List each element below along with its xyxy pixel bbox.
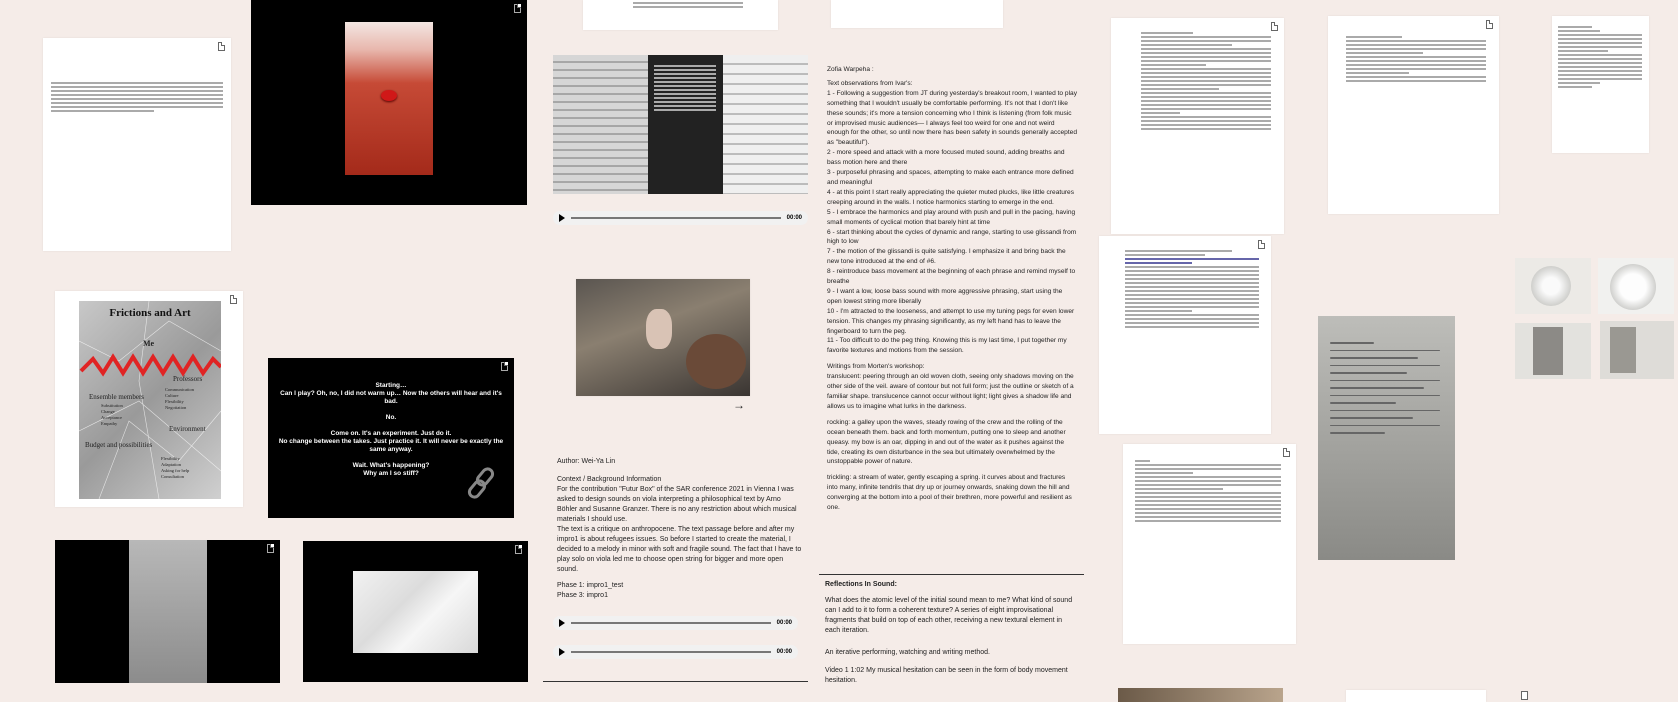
audio-progress-bar[interactable] <box>571 651 771 653</box>
zofia-text-block <box>827 65 1077 513</box>
starting-text-card[interactable] <box>268 358 514 518</box>
bottom-partial-card[interactable] <box>1346 690 1486 702</box>
observation-10: 10 - I'm attracted to the looseness, and attempt to use my tuning pegs for even lower tension. This changes my phrasing significantly, as my left hand has to leave the fingerboard to turn the peg. <box>827 307 1075 335</box>
observation-6: 6 - start thinking about the cycles of dynamic and range, starting to use glissandi from high to low <box>827 228 1077 246</box>
document-icon <box>218 42 225 51</box>
video-frame-grey <box>129 540 207 683</box>
paper-image-card[interactable] <box>303 541 528 682</box>
document-icon <box>515 545 522 554</box>
reflections-paragraph-2: An iterative performing, watching and writing method. <box>825 649 990 656</box>
plate-thumbnail-1[interactable] <box>1515 258 1591 314</box>
observation-1: 1 - Following a suggestion from JT during yesterday's breakout room, I wanted to play something that I wouldn't usually be comfortable performing. It's not that I don't like these sounds; it's more a tension concerning who I think is listening (from folk music or improvised music audiences— I always feel too weird for one and not weird enough for the other, so until now there has been safety in sounds generally accepted as "beautiful"). <box>827 89 1077 147</box>
document-icon <box>501 362 508 371</box>
phase-1-label: Phase 1: impro1_test <box>557 582 624 589</box>
ensemble-list: Substitution Change Acceptance Empathy <box>101 403 123 426</box>
document-icon <box>1258 240 1265 249</box>
document-icon <box>1283 448 1290 457</box>
budget-label: Budget and possibilities <box>85 441 153 449</box>
hair-shape <box>686 334 746 389</box>
audio-player-3[interactable] <box>553 645 798 659</box>
morten-title: Writings from Morten's workshop: <box>827 363 925 371</box>
top-partial-card-1[interactable] <box>583 0 778 30</box>
observation-2: 2 - more speed and attack with a more focused muted sound, adding breaths and bass motion here and there <box>827 149 1065 167</box>
audio-progress-bar[interactable] <box>571 217 781 219</box>
document-card-c[interactable] <box>1123 444 1296 644</box>
observations-title: Text observations from Ivar's: <box>827 79 913 87</box>
black-white-video-card[interactable] <box>55 540 280 683</box>
document-icon <box>514 4 521 13</box>
play-icon[interactable] <box>559 214 565 222</box>
rocking-text: rocking: a galley upon the waves, steady rowing of the crew and the rolling of the ocean beneath them. back and forth momentum, putting one to sleep and another queasy. my bow is an oar, dipping in and out of the water as it pushes against the tide, creating its own disturbance in the sea but ultimately overwhelmed by the unstoppable power of nature. <box>827 418 1066 466</box>
reflections-title: Reflections In Sound: <box>825 581 897 588</box>
photo-thumbnail-4[interactable] <box>1600 321 1674 379</box>
audio-time: 00:00 <box>776 620 792 626</box>
document-icon <box>230 295 237 304</box>
starting-quote: Starting… Can I play? Oh, no, I did not warm up… Now the others will hear and it's bad. No. Come on. It's an experiment. Just do it. No change between the takes. Just practice it. It will never be exactly the same anyway. Wait. What's happening? Why am I so stiff? <box>278 382 504 477</box>
wei-text-block <box>557 457 802 601</box>
context-paragraph-2: The text is a critique on anthropocene. The text passage before and after my impro1 is about refugees issues. So before I started to create the material, I decided to a melody in minor with soft and fragile sound. The fact that I have to play solo on viola led me to choose open string for bigger and more open sound. <box>557 526 802 573</box>
audio-time: 00:00 <box>776 649 792 655</box>
red-drop <box>381 90 397 101</box>
play-icon[interactable] <box>559 619 565 627</box>
observation-11: 11 - Too difficult to do the peg thing. Knowing this is my last time, I put together my favorite textures and motions from the session. <box>827 337 1067 355</box>
document-icon <box>1486 20 1493 29</box>
context-heading: Context / Background Information <box>557 476 662 483</box>
document-icon <box>1521 691 1528 700</box>
document-icon <box>267 544 274 553</box>
frictions-art-card[interactable] <box>55 291 243 507</box>
document-icon <box>1271 22 1278 31</box>
document-card-d[interactable] <box>1328 16 1499 214</box>
audio-time: 00:00 <box>786 215 802 221</box>
hand-shape <box>646 309 672 349</box>
divider-line <box>819 574 1084 575</box>
crumpled-paper-image <box>353 571 478 653</box>
top-partial-card-2[interactable] <box>831 0 1003 28</box>
handwritten-scores-image[interactable] <box>553 55 808 194</box>
frictions-art-image <box>79 301 221 499</box>
handwriting-lines <box>1330 336 1440 440</box>
observation-4: 4 - at this point I start really appreciating the quieter muted plucks, like little creatures creeping around in the walls. I notice harmonics starting to emerge in the end. <box>827 188 1075 206</box>
score-page-right <box>723 55 808 194</box>
environment-label: Environment <box>169 425 206 433</box>
observation-3: 3 - purposeful phrasing and spaces, attempting to make each entrance more defined and meaningful <box>827 169 1074 186</box>
divider-line <box>543 681 808 682</box>
chain-icon <box>464 464 504 504</box>
author-line: Author: Wei-Ya Lin <box>557 458 616 465</box>
audio-progress-bar[interactable] <box>571 622 771 624</box>
budget-list: Flexibility Adaptation Asking for help Consultation <box>161 456 190 479</box>
red-surface-image <box>345 22 433 175</box>
translucent-text: translucent: peering through an old woven cloth, seeing only shadows moving on the other side of the veil. aware of contour but not full form; just the outline or sketch of a familiar shape. translucence cannot occur without light; light gives a shadow life and allows us to imagine what lurks in the darkness. <box>827 373 1074 410</box>
observation-5: 5 - I embrace the harmonics and play around with push and pull in the pacing, having small moments of cyclical motion that barely hint at time <box>827 208 1076 226</box>
observation-9: 9 - I want a low, loose bass sound with more aggressive phrasing, start using the open lowest string more liberally <box>827 287 1063 305</box>
handwritten-notes-photo[interactable] <box>1318 316 1455 560</box>
phase-3-label: Phase 3: impro1 <box>557 592 608 599</box>
red-image-card[interactable] <box>251 0 527 205</box>
photo-thumbnail-3[interactable] <box>1515 323 1591 379</box>
audio-player-2[interactable] <box>553 616 798 630</box>
document-card-e[interactable] <box>1552 16 1649 153</box>
ensemble-label: Ensemble members <box>89 393 145 401</box>
plate-thumbnail-2[interactable] <box>1598 258 1674 314</box>
reflections-paragraph-3: Video 1 1:02 My musical hesitation can be seen in the form of body movement hesitation. <box>825 667 1068 684</box>
trickling-text: trickling: a stream of water, gently escaping a spring. it curves about and fractures into many, infinite tendrils that dry up or journey onwards, snaking down the hill and converging at the bottom into a pool of their brethren, more powerful and resilient as one. <box>827 474 1072 512</box>
observation-8: 8 - reintroduce bass movement at the beginning of each phrase and remind myself to breathe <box>827 268 1076 286</box>
reflections-paragraph-1: What does the atomic level of the initial sound mean to me? What kind of sound can I add to it to form a coherent texture? A series of eight improvisational fragments that build on top of each other, receiving a new textural element in each iteration. <box>825 597 1073 634</box>
author-name: Zofia Warpeha : <box>827 66 874 73</box>
document-card-a[interactable] <box>1111 18 1284 234</box>
context-paragraph-1: For the contribution "Futur Box" of the SAR conference 2021 in Vienna I was asked to design sounds on viola interpreting a philosophical text by Arno Böhler and Susanne Granzer. There is no any restriction about which musical materials I should use. <box>557 486 797 523</box>
audio-player-1[interactable] <box>553 211 808 225</box>
score-page-left <box>553 55 648 194</box>
viola-player-photo[interactable] <box>576 279 750 396</box>
reflections-block <box>825 580 1077 686</box>
professors-list: Communication Culture Flexibility Negotiation <box>165 387 194 410</box>
arrow-link[interactable]: → <box>733 398 745 412</box>
score-page-dark <box>648 55 723 194</box>
document-text-lines <box>51 82 223 114</box>
text-document-card[interactable] <box>43 38 231 251</box>
document-card-b[interactable] <box>1099 236 1271 434</box>
me-label: Me <box>143 339 155 348</box>
observation-7: 7 - the motion of the glissandi is quite satisfying. I emphasize it and bring back the new tone introduced at the end of #6. <box>827 248 1066 266</box>
frictions-title: Frictions and Art <box>109 307 191 319</box>
professors-label: Professors <box>173 375 203 383</box>
play-icon[interactable] <box>559 648 565 656</box>
bottom-partial-photo[interactable] <box>1118 688 1283 702</box>
